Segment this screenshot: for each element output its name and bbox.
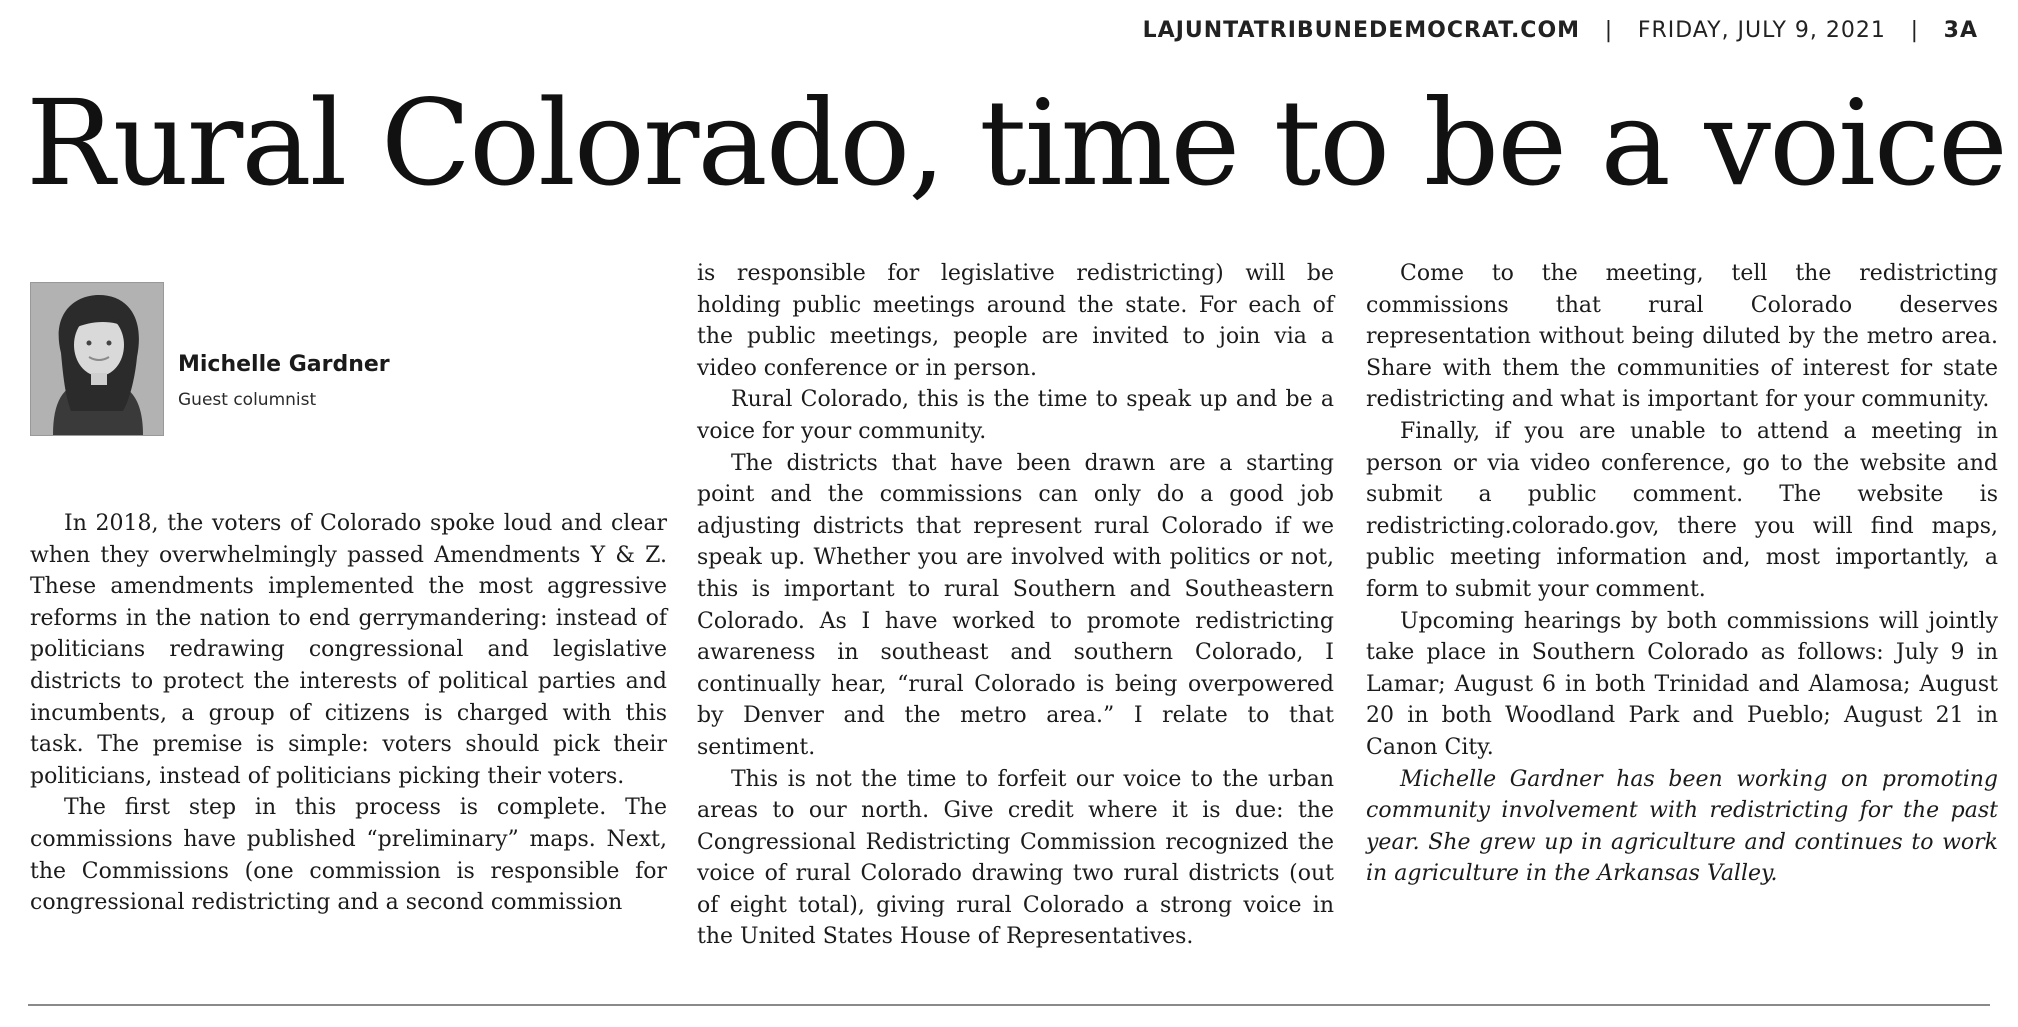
paragraph: Upcoming hearings by both commissions will jointly take place in Southern Colorado as follows: July 9 in Lamar; August 6 in both Trinidad and Alamosa; August 20 in both Woodland Park and Pueblo; August 21 in Canon City.	[1366, 608, 1998, 760]
paragraph: Come to the meeting, tell the redistricting commissions that rural Colorado deserves representation without being diluted by the metro area. Share with them the communities of interest for state redistricting and what is important for your community.	[1366, 261, 1998, 413]
paragraph: In 2018, the voters of Colorado spoke loud and clear when they overwhelmingly passed Amendments Y & Z. These amendments implemented the most aggressive reforms in the nation to end gerrymandering: instead of politicians redrawing congressional and legislative districts to protect the interests of political parties and incumbents, a group of citizens is charged with this task. The premise is simple: voters should pick their politicians, instead of politicians picking their voters.	[30, 511, 667, 789]
article-column-1	[30, 508, 667, 919]
masthead-separator: |	[1910, 18, 1919, 43]
masthead-site: LAJUNTATRIBUNEDEMOCRAT.COM	[1142, 18, 1581, 43]
paragraph: The first step in this process is complete. The commissions have published “preliminary” maps. Next, the Commissions (one commission is responsible for congressional redistricting and a second commission	[30, 795, 667, 916]
masthead-separator: |	[1604, 18, 1614, 43]
bottom-divider	[28, 1004, 1990, 1006]
author-portrait-icon	[30, 282, 164, 436]
paragraph: This is not the time to forfeit our voice to the urban areas to our north. Give credit where it is due: the Congressional Redistricting Commission recognized the voice of rural Colorado drawing two rural districts (out of eight total), giving rural Colorado a strong voice in the United States House of Representatives.	[697, 766, 1334, 950]
paragraph: Finally, if you are unable to attend a meeting in person or via video conference, go to the website and submit a public comment. The website is redistricting.colorado.gov, there you will find maps, public meeting information and, most importantly, a form to submit your comment.	[1366, 418, 1998, 602]
headline: Rural Colorado, time to be a voice	[26, 74, 2006, 212]
article-column-2	[697, 258, 1334, 953]
paragraph: The districts that have been drawn are a starting point and the commissions can only do a good job adjusting districts that represent rural Colorado if we speak up. Whether you are involved with politics or not, this is important to rural Southern and Southeastern Colorado. As I have worked to promote redistricting awareness in southeast and southern Colorado, I continually hear, “rural Colorado is being overpowered by Denver and the metro area.” I relate to that sentiment.	[697, 450, 1334, 760]
author-role: Guest columnist	[178, 390, 317, 410]
paragraph: Rural Colorado, this is the time to speak up and be a voice for your community.	[697, 387, 1334, 444]
author-bio: Michelle Gardner has been working on promoting community involvement with redistricting for the past year. She grew up in agriculture and continues to work in agriculture in the Arkansas Valley.	[1366, 766, 1998, 887]
author-byline	[30, 282, 650, 442]
article-column-3	[1366, 258, 1998, 890]
paragraph-continued: is responsible for legislative redistricting) will be holding public meetings around the state. For each of the public meetings, people are invited to join via a video conference or in person.	[697, 261, 1334, 381]
masthead-date: FRIDAY, JULY 9, 2021	[1637, 18, 1886, 43]
masthead	[1143, 18, 1978, 43]
masthead-page-number: 3A	[1943, 18, 1978, 43]
author-name: Michelle Gardner	[178, 352, 390, 377]
